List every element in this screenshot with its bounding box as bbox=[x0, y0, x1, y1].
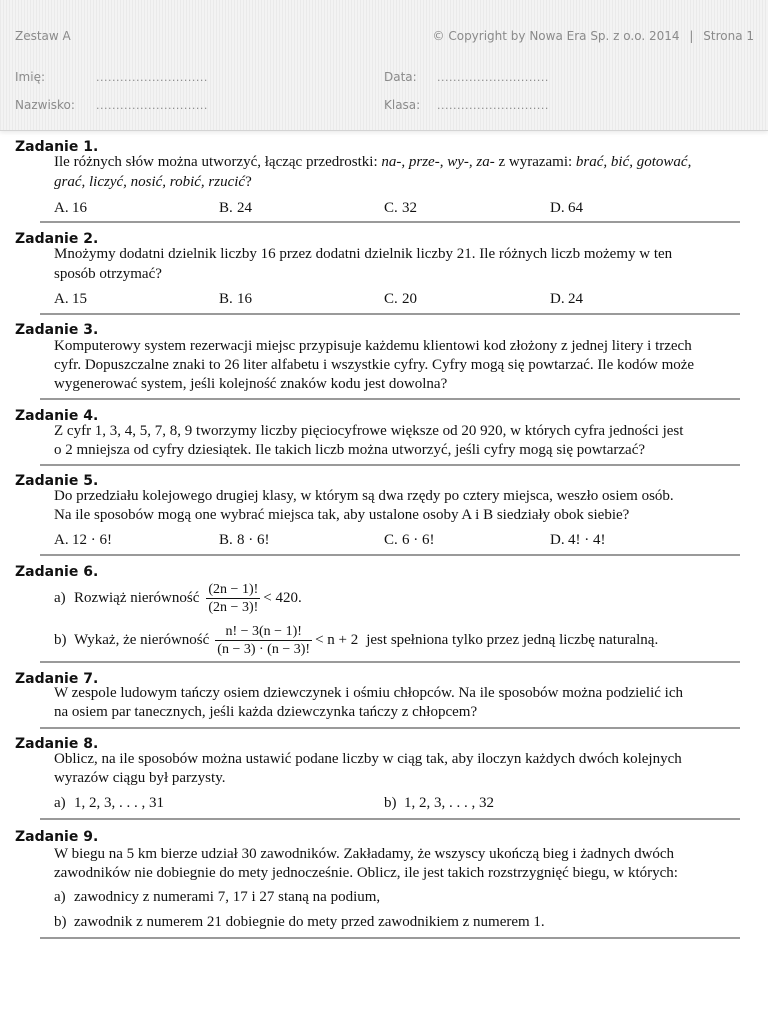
part-a-numerator: (2n − 1)! bbox=[208, 582, 259, 597]
option-letter: A. bbox=[54, 291, 69, 307]
first-name-field[interactable]: ............................ bbox=[96, 71, 208, 84]
part-b-text: Wykaż, że nierówność bbox=[74, 632, 210, 648]
option-value: 15 bbox=[72, 291, 87, 307]
task-2-option-c[interactable] bbox=[384, 291, 417, 308]
task-9-line-2: zawodników nie dobiegnie do mety jednocześnie. Oblicz, ile jest takich rozstrzygnięć biegu, w których: bbox=[54, 865, 678, 881]
task-5-option-d[interactable] bbox=[550, 532, 606, 549]
part-a-label: a) bbox=[54, 590, 66, 606]
task-4-line-1: Z cyfr 1, 3, 4, 5, 7, 8, 9 tworzymy liczby pięciocyfrowe większe od 20 920, w których cyfra jedności jest bbox=[54, 423, 684, 439]
task-9-part-b bbox=[54, 914, 545, 931]
task-1-text-b: z wyrazami: bbox=[494, 154, 576, 170]
option-letter: A. bbox=[54, 532, 69, 548]
part-b-label: b) bbox=[384, 795, 397, 811]
class-label: Klasa: bbox=[384, 98, 421, 112]
task-2-line-2: sposób otrzymać? bbox=[54, 266, 162, 282]
task-2-line-1: Mnożymy dodatni dzielnik liczby 16 przez dodatni dzielnik liczby 21. Ile różnych liczb możemy w ten bbox=[54, 246, 673, 262]
part-b-value: 1, 2, 3, . . . , 32 bbox=[404, 795, 494, 811]
task-3-line-2: cyfr. Dopuszczalne znaki to 26 liter alfabetu i wszystkie cyfry. Cyfry mogą się powtarzać. Ile kodów może bbox=[54, 357, 695, 373]
part-a-label: a) bbox=[54, 889, 66, 905]
task-1-option-d[interactable] bbox=[550, 200, 583, 217]
option-letter: C. bbox=[384, 291, 398, 307]
task-1-line-1 bbox=[54, 154, 691, 171]
part-a-text: zawodnicy z numerami 7, 17 i 27 staną na podium, bbox=[74, 889, 381, 905]
task-2-option-a[interactable] bbox=[54, 291, 87, 308]
task-divider bbox=[40, 727, 740, 729]
option-value: 12 · 6! bbox=[72, 532, 112, 548]
task-8-line-1: Oblicz, na ile sposobów można ustawić podane liczby w ciąg tak, aby iloczyn każdych dwóch kolejnych bbox=[54, 751, 682, 767]
option-value: 16 bbox=[237, 291, 252, 307]
part-a-denominator: (2n − 3)! bbox=[208, 600, 259, 615]
date-field[interactable]: ............................ bbox=[437, 71, 549, 84]
task-5-title: Zadanie 5. bbox=[15, 473, 99, 489]
task-divider bbox=[40, 937, 740, 939]
task-1-text-a: Ile różnych słów można utworzyć, łącząc przedrostki: bbox=[54, 154, 382, 170]
option-letter: C. bbox=[384, 200, 398, 216]
task-9-part-a bbox=[54, 889, 380, 906]
task-divider bbox=[40, 554, 740, 556]
option-value: 24 bbox=[568, 291, 583, 307]
task-3-line-1: Komputerowy system rezerwacji miejsc przypisuje każdemu klientowi kod złożony z jednej litery i trzech bbox=[54, 338, 692, 354]
task-2-option-d[interactable] bbox=[550, 291, 583, 308]
task-divider bbox=[40, 818, 740, 820]
option-value: 32 bbox=[402, 200, 417, 216]
set-name: Zestaw A bbox=[15, 29, 71, 43]
task-5-line-2: Na ile sposobów mogą one wybrać miejsca tak, aby ustalone osoby A i B siedziały obok siebie? bbox=[54, 507, 630, 523]
option-letter: A. bbox=[54, 200, 69, 216]
part-b-denominator: (n − 3) · (n − 3)! bbox=[217, 642, 311, 657]
part-a-fraction bbox=[206, 581, 260, 616]
task-divider bbox=[40, 661, 740, 663]
option-letter: B. bbox=[219, 532, 233, 548]
part-b-label: b) bbox=[54, 914, 67, 930]
task-5-option-a[interactable] bbox=[54, 532, 112, 549]
task-9-title: Zadanie 9. bbox=[15, 829, 99, 845]
part-b-rhs: < n + 2 bbox=[315, 632, 359, 648]
option-letter: C. bbox=[384, 532, 398, 548]
task-divider bbox=[40, 398, 740, 400]
option-value: 64 bbox=[568, 200, 583, 216]
task-5-option-b[interactable] bbox=[219, 532, 270, 549]
task-1-qmark: ? bbox=[245, 174, 252, 190]
task-8-title: Zadanie 8. bbox=[15, 736, 99, 752]
last-name-label: Nazwisko: bbox=[15, 98, 75, 112]
header-separator: | bbox=[689, 29, 694, 43]
task-6-title: Zadanie 6. bbox=[15, 564, 99, 580]
copyright-text: © Copyright by Nowa Era Sp. z o.o. 2014 bbox=[432, 29, 680, 43]
task-5-line-1: Do przedziału kolejowego drugiej klasy, w którym są dwa rzędy po cztery miejsca, weszło osiem osób. bbox=[54, 488, 674, 504]
task-1-words-1: brać, bić, gotować, bbox=[575, 154, 692, 170]
option-letter: D. bbox=[550, 532, 565, 548]
part-a-text: Rozwiąż nierówność bbox=[74, 590, 200, 606]
option-value: 8 · 6! bbox=[237, 532, 270, 548]
date-label: Data: bbox=[384, 70, 417, 84]
task-9-line-1: W biegu na 5 km bierze udział 30 zawodników. Zakładamy, że wszyscy ukończą bieg i żadnych dwóch bbox=[54, 846, 675, 862]
part-a-rhs: < 420. bbox=[263, 590, 302, 606]
copyright-line bbox=[433, 29, 754, 43]
task-5-option-c[interactable] bbox=[384, 532, 435, 549]
option-value: 24 bbox=[237, 200, 252, 216]
part-b-label: b) bbox=[54, 632, 67, 648]
task-1-prefixes: na-, prze-, wy-, za- bbox=[381, 154, 495, 170]
task-1-option-b[interactable] bbox=[219, 200, 252, 217]
task-4-title: Zadanie 4. bbox=[15, 408, 99, 424]
task-7-line-1: W zespole ludowym tańczy osiem dziewczynek i ośmiu chłopców. Na ile sposobów można podzielić ich bbox=[54, 685, 683, 701]
part-b-tail: jest spełniona tylko przez jedną liczbę naturalną. bbox=[366, 632, 659, 648]
page-number: Strona 1 bbox=[703, 29, 754, 43]
option-letter: D. bbox=[550, 200, 565, 216]
task-divider bbox=[40, 313, 740, 315]
task-7-title: Zadanie 7. bbox=[15, 671, 99, 687]
task-1-line-2 bbox=[54, 174, 252, 191]
last-name-field[interactable]: ............................ bbox=[96, 99, 208, 112]
task-1-title: Zadanie 1. bbox=[15, 139, 99, 155]
task-8-part-a bbox=[54, 795, 164, 812]
task-8-part-b bbox=[384, 795, 494, 812]
first-name-label: Imię: bbox=[15, 70, 45, 84]
class-field[interactable]: ............................ bbox=[437, 99, 549, 112]
task-2-title: Zadanie 2. bbox=[15, 231, 99, 247]
option-letter: B. bbox=[219, 291, 233, 307]
task-1-words-2: grać, liczyć, nosić, robić, rzucić bbox=[54, 174, 246, 190]
task-7-line-2: na osiem par tanecznych, jeśli każda dziewczynka tańczy z chłopcem? bbox=[54, 704, 478, 720]
option-value: 20 bbox=[402, 291, 417, 307]
option-value: 6 · 6! bbox=[402, 532, 435, 548]
option-letter: D. bbox=[550, 291, 565, 307]
part-b-numerator: n! − 3(n − 1)! bbox=[225, 624, 302, 639]
option-value: 16 bbox=[72, 200, 87, 216]
task-divider bbox=[40, 221, 740, 223]
task-6-part-a bbox=[54, 581, 302, 616]
worksheet-header bbox=[0, 0, 768, 131]
part-b-text: zawodnik z numerem 21 dobiegnie do mety przed zawodnikiem z numerem 1. bbox=[74, 914, 545, 930]
task-6-part-b bbox=[54, 623, 658, 658]
task-1-option-c[interactable] bbox=[384, 200, 417, 217]
part-a-label: a) bbox=[54, 795, 66, 811]
option-value: 4! · 4! bbox=[568, 532, 606, 548]
task-3-title: Zadanie 3. bbox=[15, 322, 99, 338]
part-b-fraction bbox=[215, 623, 312, 658]
task-2-option-b[interactable] bbox=[219, 291, 252, 308]
task-4-line-2: o 2 mniejsza od cyfry dziesiątek. Ile takich liczb można utworzyć, jeśli cyfry mogą się powtarzać? bbox=[54, 442, 646, 458]
task-divider bbox=[40, 464, 740, 466]
task-3-line-3: wygenerować system, jeśli kolejność znaków kodu jest dowolna? bbox=[54, 376, 448, 392]
task-8-line-2: wyrazów ciągu był parzysty. bbox=[54, 770, 226, 786]
task-1-option-a[interactable] bbox=[54, 200, 87, 217]
part-a-value: 1, 2, 3, . . . , 31 bbox=[74, 795, 164, 811]
option-letter: B. bbox=[219, 200, 233, 216]
